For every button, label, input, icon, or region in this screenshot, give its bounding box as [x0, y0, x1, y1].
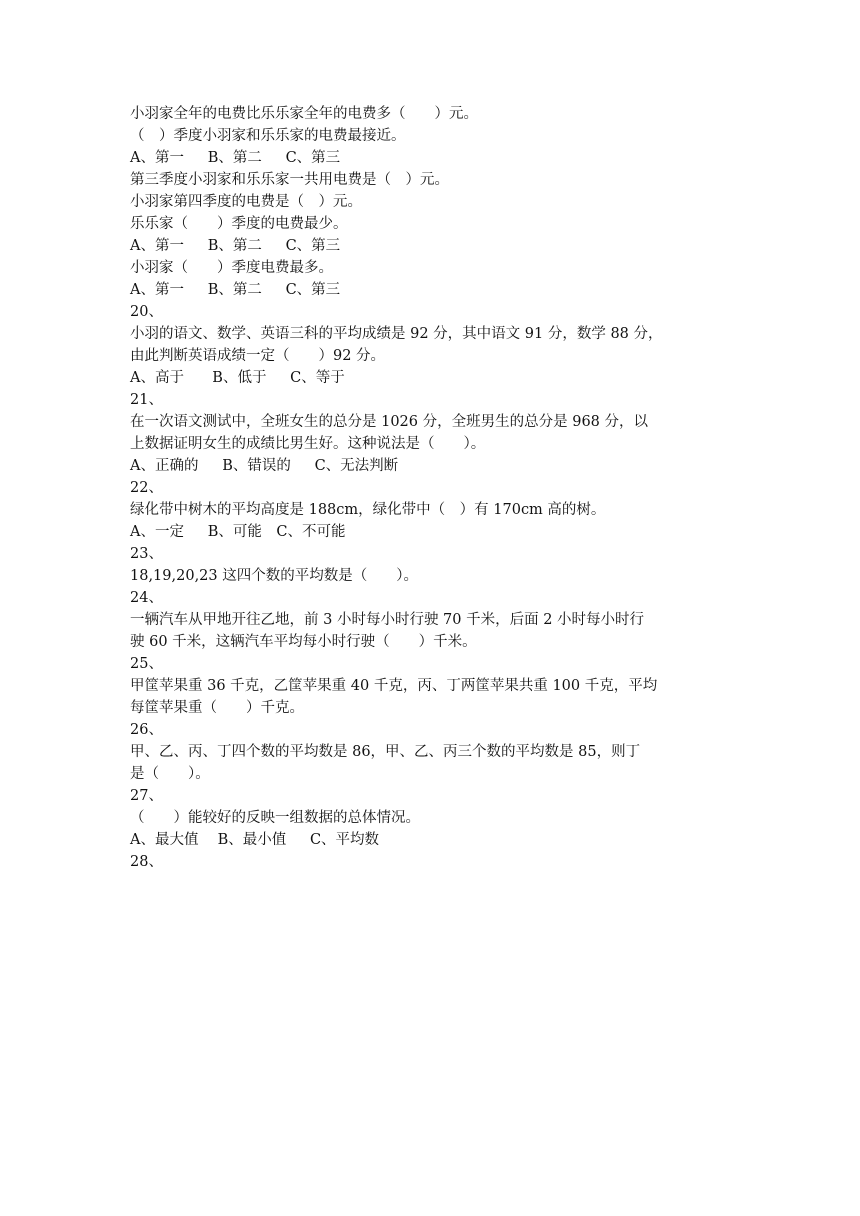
question-number: 23、 [130, 546, 163, 562]
text-line: 上数据证明女生的成绩比男生好。这种说法是（ ）。 [130, 436, 486, 452]
choice-line: A、最大值 B、最小值 C、平均数 [130, 832, 380, 848]
question-number: 21、 [130, 392, 163, 408]
worksheet-text [130, 103, 732, 873]
text-line: 绿化带中树木的平均高度是 188cm，绿化带中（ ）有 170cm 高的树。 [130, 502, 606, 518]
text-line: （ ）能较好的反映一组数据的总体情况。 [130, 810, 420, 826]
choice-line: A、高于 B、低于 C、等于 [130, 370, 345, 386]
text-line: 小羽家全年的电费比乐乐家全年的电费多（ ）元。 [130, 106, 478, 122]
text-line: 甲、乙、丙、丁四个数的平均数是 86，甲、乙、丙三个数的平均数是 85，则丁 [130, 744, 641, 760]
text-line: 一辆汽车从甲地开往乙地，前 3 小时每小时行驶 70 千米，后面 2 小时每小时行 [130, 612, 645, 628]
text-line: （ ）季度小羽家和乐乐家的电费最接近。 [130, 128, 406, 144]
question-number: 25、 [130, 656, 163, 672]
question-number: 22、 [130, 480, 163, 496]
choice-line: A、第一 B、第二 C、第三 [130, 282, 341, 298]
text-line: 由此判断英语成绩一定（ ）92 分。 [130, 348, 386, 364]
text-line: 小羽家（ ）季度电费最多。 [130, 260, 333, 276]
text-line: 乐乐家（ ）季度的电费最少。 [130, 216, 348, 232]
text-line: 小羽的语文、数学、英语三科的平均成绩是 92 分，其中语文 91 分，数学 88 分， [130, 326, 663, 342]
text-line: 每筐苹果重（ ）千克。 [130, 700, 304, 716]
text-line: 在一次语文测试中，全班女生的总分是 1026 分，全班男生的总分是 968 分，以 [130, 414, 649, 430]
question-number: 27、 [130, 788, 163, 804]
choice-line: A、第一 B、第二 C、第三 [130, 238, 341, 254]
question-number: 28、 [130, 854, 163, 870]
choice-line: A、正确的 B、错误的 C、无法判断 [130, 458, 399, 474]
choice-line: A、第一 B、第二 C、第三 [130, 150, 341, 166]
text-line: 驶 60 千米，这辆汽车平均每小时行驶（ ）千米。 [130, 634, 477, 650]
question-number: 20、 [130, 304, 163, 320]
choice-line: A、一定 B、可能 C、不可能 [130, 524, 346, 540]
text-line: 甲筐苹果重 36 千克，乙筐苹果重 40 千克，丙、丁两筐苹果共重 100 千克，平均 [130, 678, 658, 694]
question-number: 26、 [130, 722, 163, 738]
text-line: 18,19,20,23 这四个数的平均数是（ ）。 [130, 568, 418, 584]
text-line: 小羽家第四季度的电费是（ ）元。 [130, 194, 362, 210]
text-line: 是（ ）。 [130, 766, 210, 782]
text-line: 第三季度小羽家和乐乐家一共用电费是（ ）元。 [130, 172, 449, 188]
question-number: 24、 [130, 590, 163, 606]
